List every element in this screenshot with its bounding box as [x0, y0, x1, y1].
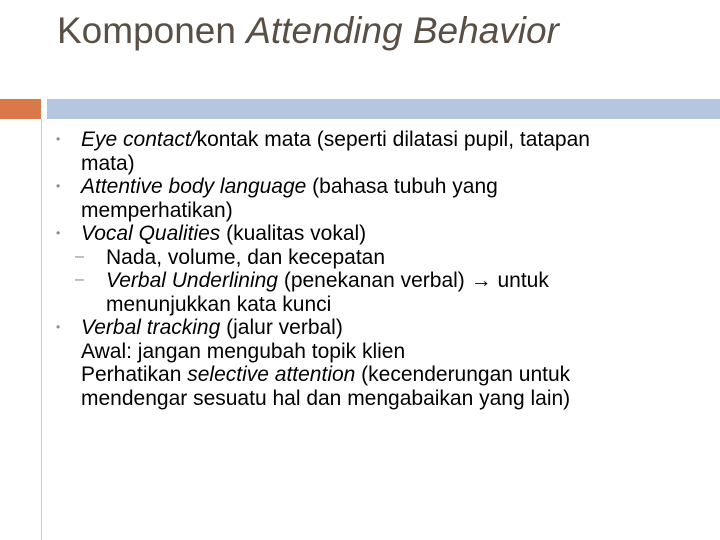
list-item — [56, 175, 701, 199]
item-text: Perhatikan — [81, 363, 188, 386]
dot-bullet-icon: • — [56, 132, 61, 146]
list-item-continuation — [81, 363, 701, 387]
dot-bullet-icon: • — [56, 226, 61, 240]
title-italic: Attending Behavior — [246, 10, 559, 51]
bullet-list — [56, 128, 701, 410]
list-item-continuation — [81, 152, 701, 176]
title-normal: Komponen — [57, 10, 247, 51]
dot-bullet-icon: • — [56, 179, 61, 193]
item-text: Awal: jangan mengubah topik klien — [81, 339, 406, 363]
list-item-continuation — [81, 199, 701, 223]
title-underline-bar — [47, 99, 720, 119]
sub-list-item — [75, 269, 701, 293]
dash-bullet-icon: – — [75, 247, 84, 265]
item-text: mendengar sesuatu hal dan mengabaikan yang lain) — [81, 386, 571, 410]
item-text: (kecenderungan untuk — [355, 363, 571, 386]
item-text: untuk — [491, 269, 549, 292]
item-text: (jalur verbal) — [220, 316, 343, 339]
item-text: (bahasa tubuh yang — [306, 175, 498, 198]
item-text: (kualitas vokal) — [220, 222, 367, 245]
item-text: mata) — [81, 151, 135, 175]
item-italic: Eye contact/ — [81, 128, 197, 151]
item-italic: selective attention — [187, 363, 356, 386]
list-item-continuation — [81, 387, 701, 411]
list-item — [56, 128, 701, 152]
item-text: kontak mata (seperti dilatasi pupil, tatapan — [196, 128, 590, 151]
item-text: (penekanan verbal) — [278, 269, 471, 292]
item-italic: Verbal tracking — [81, 316, 221, 339]
list-item — [56, 222, 701, 246]
accent-bar — [0, 99, 41, 119]
vertical-rule — [41, 119, 42, 540]
arrow-right-icon: → — [470, 269, 492, 292]
item-italic: Attentive body language — [81, 175, 307, 198]
item-text: Nada, volume, dan kecepatan — [106, 245, 386, 269]
slide-title — [57, 10, 559, 52]
item-italic: Verbal Underlining — [106, 269, 278, 292]
dot-bullet-icon: • — [56, 320, 61, 334]
item-italic: Vocal Qualities — [81, 222, 221, 245]
list-item-continuation — [81, 340, 701, 364]
dash-bullet-icon: – — [75, 271, 84, 288]
item-text: memperhatikan) — [81, 198, 233, 222]
sub-list-item-continuation — [81, 293, 701, 317]
sub-list-item — [75, 245, 701, 270]
item-text: menunjukkan kata kunci — [106, 292, 332, 316]
list-item — [56, 316, 701, 340]
